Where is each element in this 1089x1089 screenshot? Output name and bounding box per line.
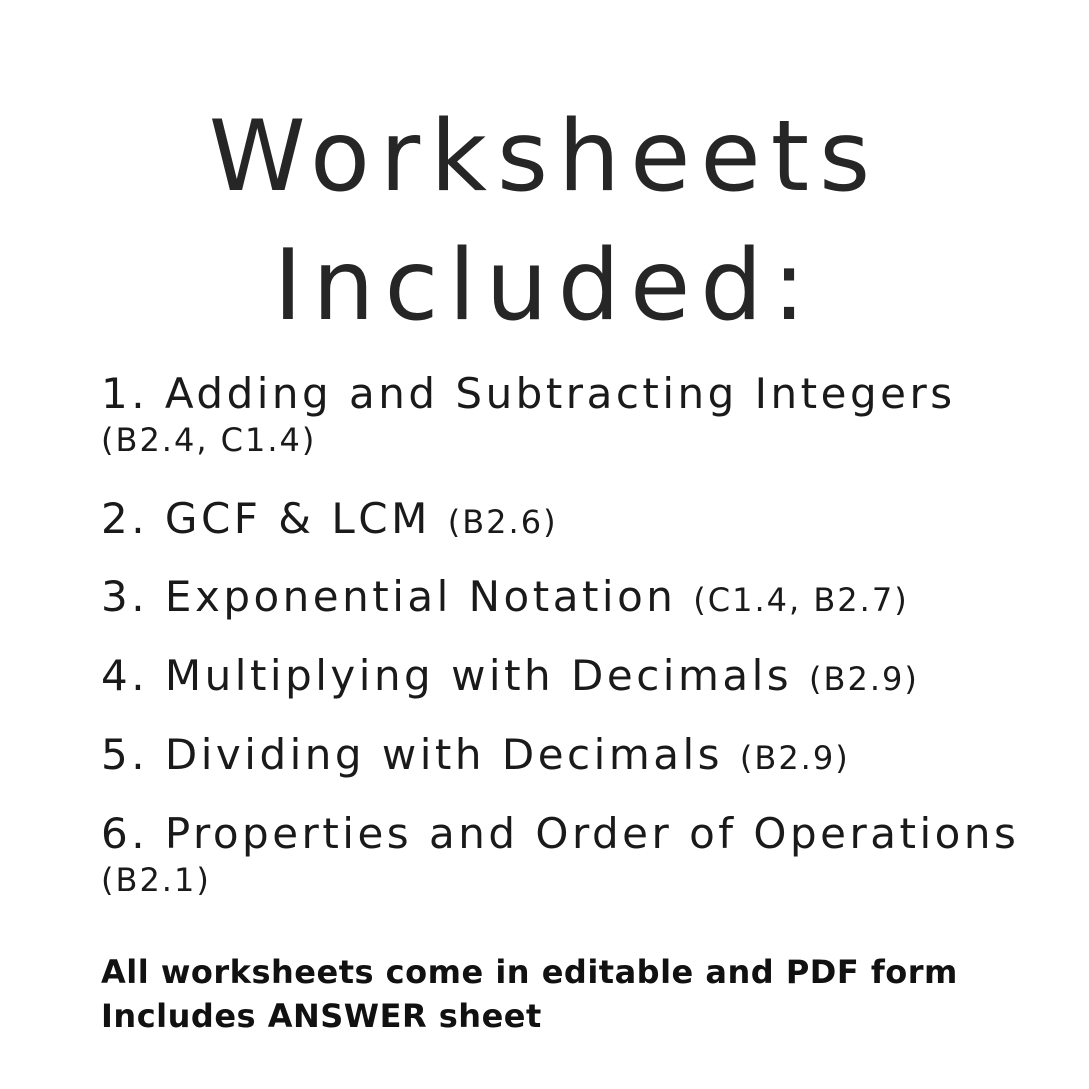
list-item (101, 494, 558, 543)
item-label: 6. Properties and Order of Operations (101, 809, 1020, 858)
item-label: 3. Exponential Notation (101, 572, 677, 621)
item-codes: (B2.6) (447, 503, 558, 541)
item-codes: (B2.9) (809, 660, 919, 698)
item-codes: (C1.4, B2.7) (693, 581, 909, 619)
list-item (101, 369, 956, 418)
title-line-1: Worksheets (208, 100, 881, 214)
item-label: 2. GCF & LCM (101, 494, 431, 543)
list-item (101, 809, 1020, 858)
note-answer-sheet: Includes ANSWER sheet (101, 997, 542, 1035)
note-editable-pdf: All worksheets come in editable and PDF form (101, 953, 958, 991)
item-codes: (B2.4, C1.4) (101, 421, 317, 459)
list-item (101, 651, 919, 700)
title-line-2: Included: (273, 229, 816, 343)
list-item (101, 572, 909, 621)
item-label: 5. Dividing with Decimals (101, 730, 724, 779)
item-label: 1. Adding and Subtracting Integers (101, 369, 956, 418)
list-item (101, 730, 850, 779)
item-codes: (B2.1) (101, 861, 211, 899)
item-codes: (B2.9) (739, 739, 850, 777)
item-label: 4. Multiplying with Decimals (101, 651, 793, 700)
